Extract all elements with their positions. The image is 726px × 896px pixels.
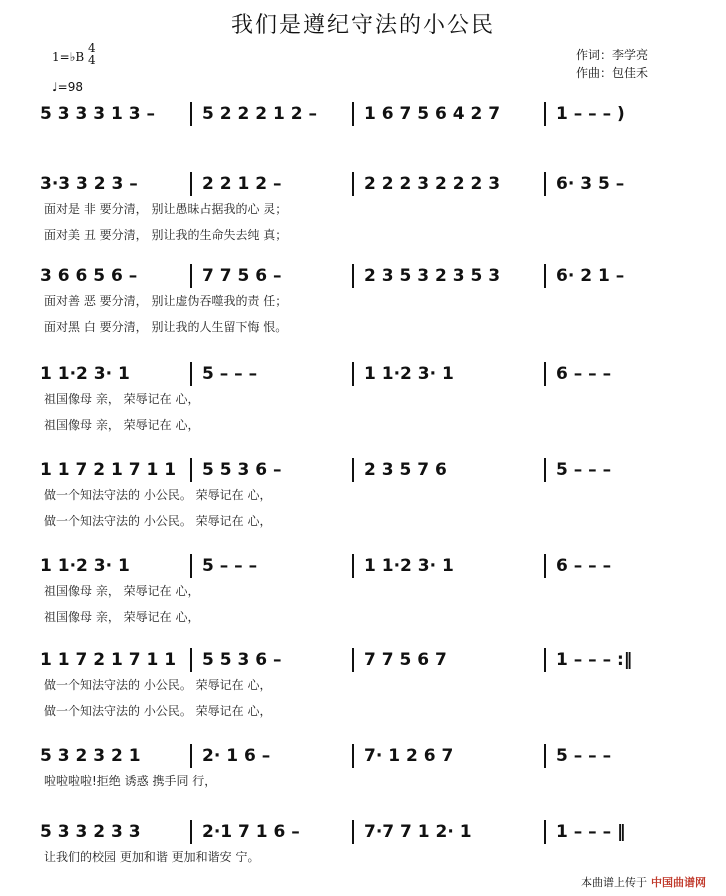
notation-line (40, 458, 696, 484)
measure: 5 3 3 3 1 3 – (40, 104, 155, 124)
key-tonic: B (75, 50, 85, 64)
measure: 5 5 3 6 – (202, 460, 282, 480)
song-title: 我们是遵纪守法的小公民 (230, 13, 495, 38)
lyric-line: 让我们的校园 更加和谐 更加和谐安 宁。 (44, 850, 260, 864)
barline (544, 172, 546, 196)
barline (544, 648, 546, 672)
measure: 5 – – – (556, 460, 612, 480)
barline (352, 648, 354, 672)
measure: 1 1·2 3· 1 (40, 556, 130, 576)
notation-line (40, 554, 696, 580)
barline (352, 458, 354, 482)
notation-line (40, 362, 696, 388)
measure: 3 6 6 5 6 – (40, 266, 138, 286)
barline (190, 362, 192, 386)
time-signature (88, 42, 96, 66)
lyricist: 作词：李学亮 (576, 48, 649, 62)
barline (544, 554, 546, 578)
measure: 2· 1 6 – (202, 746, 271, 766)
barline (190, 458, 192, 482)
measure: 7 7 5 6 7 (364, 650, 447, 670)
barline (190, 102, 192, 126)
barline (352, 554, 354, 578)
barline (190, 648, 192, 672)
key-signature (52, 41, 96, 67)
lyric-line: 面对黑 白 要分清， 别让我的人生留下悔 恨。 (44, 320, 288, 334)
measure: 6 – – – (556, 364, 612, 384)
measure: 2 2 1 2 – (202, 174, 282, 194)
upload-footer (581, 874, 706, 890)
lyric-line: 做一个知法守法的 小公民。 荣辱记在 心， (44, 704, 272, 718)
lyric-line: 面对美 丑 要分清， 别让我的生命失去纯 真； (44, 228, 288, 242)
lyric-line: 做一个知法守法的 小公民。 荣辱记在 心， (44, 488, 272, 502)
barline (190, 820, 192, 844)
barline (190, 172, 192, 196)
notation-line (40, 744, 696, 770)
measure: 1 – – – ‖ (556, 822, 626, 842)
barline (544, 744, 546, 768)
barline (190, 554, 192, 578)
measure: 2·1 7 1 6 – (202, 822, 300, 842)
measure: 1 1 7 2 1 7 1 1 (40, 460, 177, 480)
measure: 5 5 3 6 – (202, 650, 282, 670)
measure: 6· 2 1 – (556, 266, 625, 286)
measure: 5 – – – (202, 364, 258, 384)
barline (352, 820, 354, 844)
measure: 1 – – – ) (556, 104, 625, 124)
lyric-line: 做一个知法守法的 小公民。 荣辱记在 心， (44, 514, 272, 528)
measure: 2 3 5 7 6 (364, 460, 447, 480)
tempo-marking: ♩=98 (52, 80, 83, 94)
measure: 7 7 5 6 – (202, 266, 282, 286)
measure: 5 – – – (556, 746, 612, 766)
measure: 1 1·2 3· 1 (364, 556, 454, 576)
measure: 1 – – – :‖ (556, 650, 633, 670)
time-top: 4 (88, 41, 96, 55)
credits (576, 46, 648, 82)
key-label: 1= (52, 50, 70, 64)
barline (352, 362, 354, 386)
notation-line (40, 820, 696, 846)
lyric-line: 祖国像母 亲， 荣辱记在 心， (44, 418, 200, 432)
measure: 7·7 7 1 2· 1 (364, 822, 472, 842)
notation-line (40, 264, 696, 290)
barline (190, 264, 192, 288)
notation-line (40, 102, 696, 128)
lyric-line: 啦啦啦啦!拒绝 诱惑 携手同 行， (44, 774, 217, 788)
measure: 6· 3 5 – (556, 174, 625, 194)
lyric-line: 面对是 非 要分清， 别让愚昧占据我的心 灵； (44, 202, 288, 216)
flat-sign: ♭ (69, 50, 76, 64)
measure: 6 – – – (556, 556, 612, 576)
measure: 3·3 3 2 3 – (40, 174, 138, 194)
barline (544, 362, 546, 386)
barline (352, 744, 354, 768)
measure: 1 1 7 2 1 7 1 1 (40, 650, 177, 670)
time-bottom: 4 (88, 53, 96, 67)
measure: 5 3 3 2 3 3 (40, 822, 141, 842)
measure: 1 1·2 3· 1 (364, 364, 454, 384)
measure: 7· 1 2 6 7 (364, 746, 454, 766)
lyric-line: 面对善 恶 要分清， 别让虚伪吞噬我的责 任； (44, 294, 288, 308)
measure: 1 6 7 5 6 4 2 7 (364, 104, 501, 124)
measure: 1 1·2 3· 1 (40, 364, 130, 384)
lyric-line: 祖国像母 亲， 荣辱记在 心， (44, 584, 200, 598)
barline (544, 820, 546, 844)
barline (352, 102, 354, 126)
site-logo: 中国曲谱网 (651, 876, 706, 889)
measure: 5 2 2 2 1 2 – (202, 104, 317, 124)
measure: 5 – – – (202, 556, 258, 576)
lyric-line: 祖国像母 亲， 荣辱记在 心， (44, 610, 200, 624)
barline (190, 744, 192, 768)
barline (544, 102, 546, 126)
barline (544, 458, 546, 482)
lyric-line: 祖国像母 亲， 荣辱记在 心， (44, 392, 200, 406)
barline (352, 264, 354, 288)
notation-line (40, 648, 696, 674)
barline (352, 172, 354, 196)
lyric-line: 做一个知法守法的 小公民。 荣辱记在 心， (44, 678, 272, 692)
notation-line (40, 172, 696, 198)
measure: 2 3 5 3 2 3 5 3 (364, 266, 501, 286)
measure: 2 2 2 3 2 2 2 3 (364, 174, 501, 194)
measure: 5 3 2 3 2 1 (40, 746, 141, 766)
footer-prefix: 本曲谱上传于 (581, 876, 647, 889)
barline (544, 264, 546, 288)
composer: 作曲：包佳禾 (576, 66, 649, 80)
